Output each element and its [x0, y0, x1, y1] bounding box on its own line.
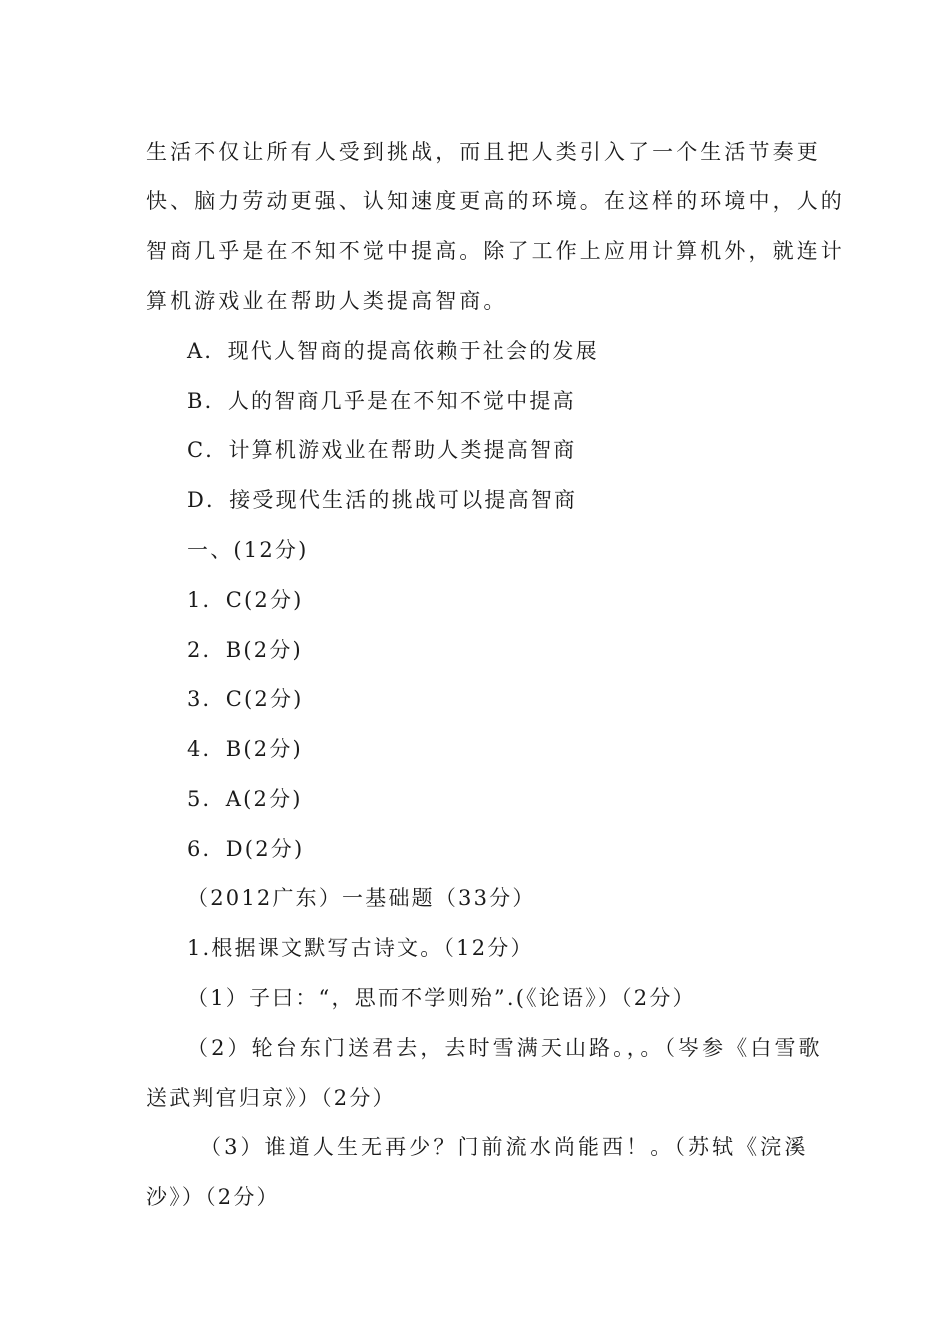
- answer-item-5: 5．A(2分): [187, 787, 303, 811]
- section-heading: （2012广东）一基础题（33分）: [187, 886, 536, 910]
- passage-line-4: 算机游戏业在帮助人类提高智商。: [146, 289, 508, 313]
- answer-item-4: 4．B(2分): [187, 737, 303, 761]
- answer-item-1: 1．C(2分): [187, 588, 304, 612]
- answers-heading: 一、(12分): [187, 538, 309, 562]
- subquestion-2-line-2: 送武判官归京》）（2分）: [146, 1086, 396, 1110]
- question-1: 1.根据课文默写古诗文。（12分）: [187, 936, 534, 960]
- subquestion-3-line-2: 沙》）（2分）: [146, 1185, 280, 1209]
- option-b: B．人的智商几乎是在不知不觉中提高: [187, 389, 576, 413]
- answer-item-2: 2．B(2分): [187, 638, 303, 662]
- option-a: A．现代人智商的提高依赖于社会的发展: [187, 339, 599, 363]
- option-d: D．接受现代生活的挑战可以提高智商: [187, 488, 578, 512]
- subquestion-2-line-1: （2）轮台东门送君去，去时雪满天山路。，。（岑参《白雪歌: [187, 1036, 823, 1060]
- passage-line-1: 生活不仅让所有人受到挑战，而且把人类引入了一个生活节奏更: [146, 140, 821, 164]
- subquestion-3-line-1: （3）谁道人生无再少？门前流水尚能西！。（苏轼《浣溪: [200, 1135, 809, 1159]
- subquestion-1: （1）子曰：“，思而不学则殆”.(《论语》）（2分）: [187, 986, 696, 1010]
- answer-item-6: 6．D(2分): [187, 837, 305, 861]
- answer-item-3: 3．C(2分): [187, 687, 304, 711]
- passage-line-3: 智商几乎是在不知不觉中提高。除了工作上应用计算机外，就连计: [146, 239, 845, 263]
- option-c: C．计算机游戏业在帮助人类提高智商: [187, 438, 577, 462]
- passage-line-2: 快、脑力劳动更强、认知速度更高的环境。在这样的环境中，人的: [146, 189, 845, 213]
